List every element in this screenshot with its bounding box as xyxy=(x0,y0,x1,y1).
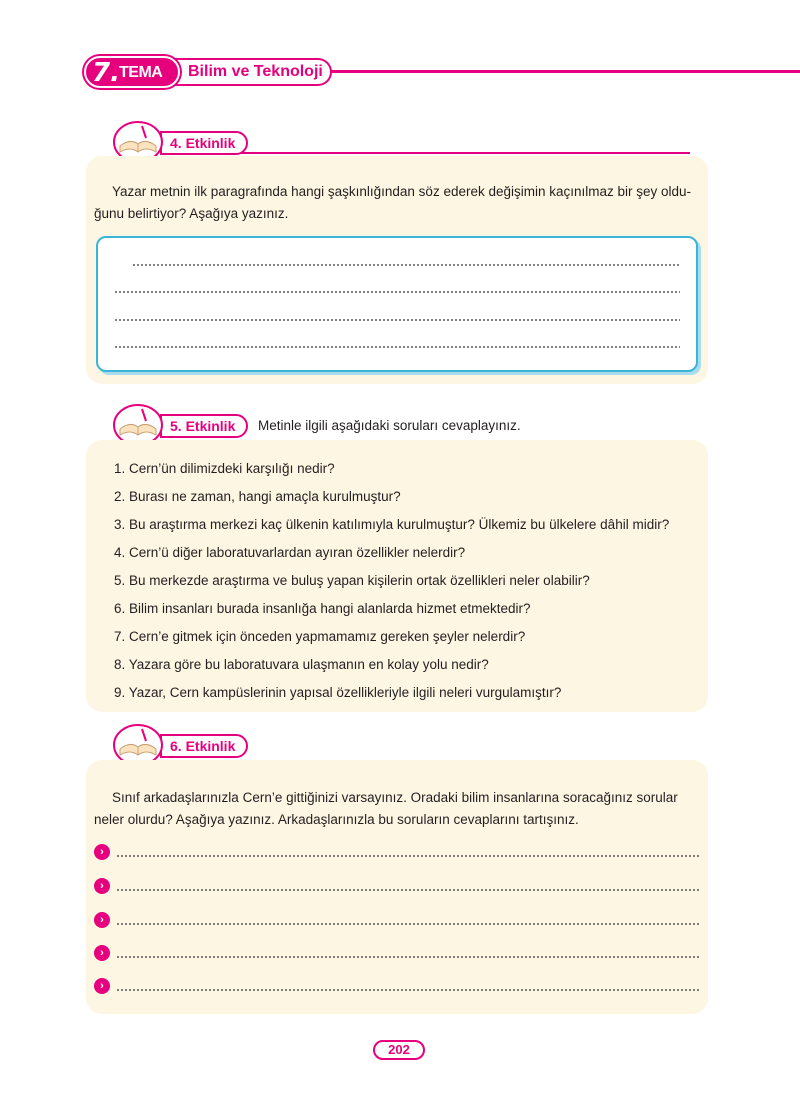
answer-line[interactable] xyxy=(114,346,680,348)
answer-line[interactable] xyxy=(132,264,680,266)
answer-line[interactable] xyxy=(116,855,700,857)
page-number: 202 xyxy=(388,1042,410,1057)
activity4-prompt-line1: Yazar metnin ilk paragrafında hangi şaşkınlığından söz ederek değişimin kaçınılmaz bir şey oldu- xyxy=(112,184,692,199)
activity4-label: 4. Etkinlik xyxy=(170,135,236,151)
chevron-right-icon: › xyxy=(94,945,110,961)
answer-line[interactable] xyxy=(114,291,680,293)
chevron-right-icon: › xyxy=(94,878,110,894)
answer-line[interactable] xyxy=(116,889,700,891)
question-item: 3. Bu araştırma merkezi kaç ülkenin katılımıyla kurulmuştur? Ülkemiz bu ülkelere dâhil midir? xyxy=(114,517,670,532)
question-item: 8. Yazara göre bu laboratuvara ulaşmanın en kolay yolu nedir? xyxy=(114,657,489,672)
activity4-answer-box[interactable] xyxy=(96,236,698,372)
topic-title: Bilim ve Teknoloji xyxy=(188,63,323,80)
question-item: 4. Cern’ü diğer laboratuvarlardan ayıran özellikler nelerdir? xyxy=(114,545,466,560)
answer-line[interactable] xyxy=(116,989,700,991)
activity6-label: 6. Etkinlik xyxy=(170,738,236,754)
chevron-right-icon: › xyxy=(94,844,110,860)
question-item: 1. Cern’ün dilimizdeki karşılığı nedir? xyxy=(114,461,335,476)
answer-line[interactable] xyxy=(114,319,680,321)
question-item: 2. Burası ne zaman, hangi amaçla kurulmuştur? xyxy=(114,489,401,504)
question-item: 9. Yazar, Cern kampüslerinin yapısal özellikleriyle ilgili neleri vurgulamıştır? xyxy=(114,685,562,700)
activity6-prompt-line1: Sınıf arkadaşlarınızla Cern’e gittiğinizi varsayınız. Oradaki bilim insanlarına soracağınız sorular xyxy=(112,790,678,805)
activity5-label: 5. Etkinlik xyxy=(170,418,236,434)
activity4-prompt-line2: ğunu belirtiyor? Aşağıya yazınız. xyxy=(94,206,289,221)
answer-line[interactable] xyxy=(116,923,700,925)
question-item: 6. Bilim insanları burada insanlığa hangi alanlarda hizmet etmektedir? xyxy=(114,601,531,616)
unit-word: TEMA xyxy=(119,64,163,81)
unit-number: 7. xyxy=(92,58,120,88)
chevron-right-icon: › xyxy=(94,912,110,928)
header-rule xyxy=(320,70,800,73)
answer-line[interactable] xyxy=(116,956,700,958)
question-item: 7. Cern’e gitmek için önceden yapmamamız gereken şeyler nelerdir? xyxy=(114,629,526,644)
activity5-instruction: Metinle ilgili aşağıdaki soruları cevaplayınız. xyxy=(258,418,521,433)
chevron-right-icon: › xyxy=(94,978,110,994)
activity6-prompt-line2: neler olurdu? Aşağıya yazınız. Arkadaşlarınızla bu soruların cevaplarını tartışınız. xyxy=(94,812,579,827)
question-item: 5. Bu merkezde araştırma ve buluş yapan kişilerin ortak özellikleri neler olabilir? xyxy=(114,573,590,588)
activity4-rule xyxy=(240,152,690,154)
